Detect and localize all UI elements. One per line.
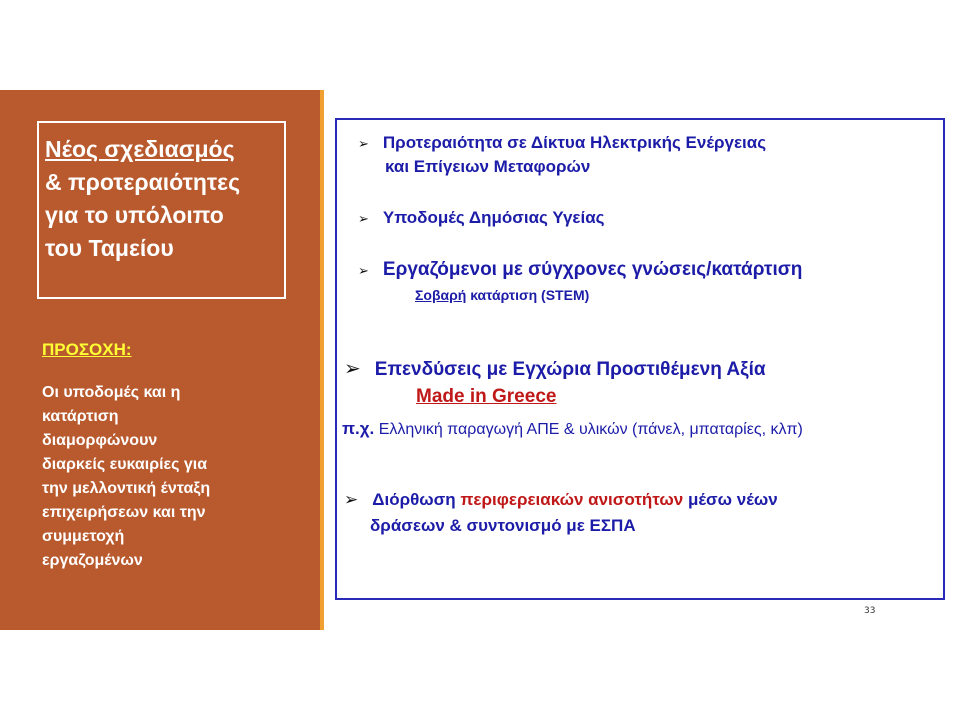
item-text: δράσεων & συντονισμό με ΕΣΠΑ — [370, 516, 636, 535]
arrow-bullet-icon: ➢ — [344, 490, 359, 509]
bullet-item-workers-skills — [358, 259, 802, 281]
highlight-text: περιφερειακών ανισοτήτων — [460, 490, 684, 509]
slide-title-box — [37, 121, 286, 299]
item-text: Υποδομές Δημόσιας Υγείας — [382, 208, 605, 227]
example-prefix: π.χ. — [342, 419, 375, 438]
note-line: διαμορφώνουν — [42, 432, 158, 449]
item-text: Επενδύσεις με Εγχώρια Προστιθέμενη Αξία — [374, 359, 766, 380]
note-line: επιχειρήσεων και την — [42, 504, 206, 521]
bullet-item-grid-transport — [358, 133, 766, 153]
sub-item-stem — [415, 287, 589, 303]
title-line-2: & προτεραιότητες — [45, 169, 241, 195]
example-line — [342, 419, 803, 439]
arrow-bullet-icon: ➢ — [358, 263, 369, 278]
note-line: εργαζομένων — [42, 552, 143, 569]
item-text: μέσω νέων — [683, 490, 778, 509]
item-text: Εργαζόμενοι με σύγχρονες γνώσεις/κατάρτιση — [382, 259, 803, 280]
arrow-bullet-icon: ➢ — [344, 358, 361, 380]
note-line: Οι υποδομές και η — [42, 384, 181, 401]
accent-stripe — [320, 90, 324, 630]
sub-item-underlined: Σοβαρή — [415, 287, 467, 303]
highlight-text: Made in Greece — [416, 386, 557, 407]
title-line-4: του Ταμείου — [45, 235, 174, 261]
page-number: 33 — [864, 606, 876, 616]
note-line: συμμετοχή — [42, 528, 125, 545]
made-in-greece-label — [416, 386, 556, 408]
sub-item-rest: κατάρτιση (STEM) — [466, 287, 590, 303]
note-line: κατάρτιση — [42, 408, 119, 425]
note-heading: ΠΡΟΣΟΧΗ: — [42, 340, 132, 359]
item-text: και Επίγειων Μεταφορών — [385, 157, 591, 176]
example-text: Ελληνική παραγωγή ΑΠΕ & υλικών (πάνελ, μπαταρίες, κλπ) — [374, 421, 803, 438]
bullet-item-public-health — [358, 208, 605, 228]
note-line: την μελλοντική ένταξη — [42, 480, 211, 497]
item-text: Διόρθωση — [372, 490, 461, 509]
arrow-bullet-icon: ➢ — [358, 211, 369, 226]
bullet-item-regional-inequalities — [344, 490, 778, 510]
title-line-3: για το υπόλοιπο — [45, 202, 224, 228]
note-line: διαρκείς ευκαιρίες για — [42, 456, 208, 473]
arrow-bullet-icon: ➢ — [358, 136, 369, 151]
bullet-item-regional-cont — [370, 516, 636, 536]
bullet-item-domestic-value — [344, 356, 766, 381]
title-line-1: Νέος σχεδιασμός — [45, 136, 235, 162]
item-text: Προτεραιότητα σε Δίκτυα Ηλεκτρικής Ενέργειας — [382, 133, 767, 152]
bullet-item-grid-transport-cont — [385, 157, 590, 177]
note-body — [42, 381, 312, 573]
